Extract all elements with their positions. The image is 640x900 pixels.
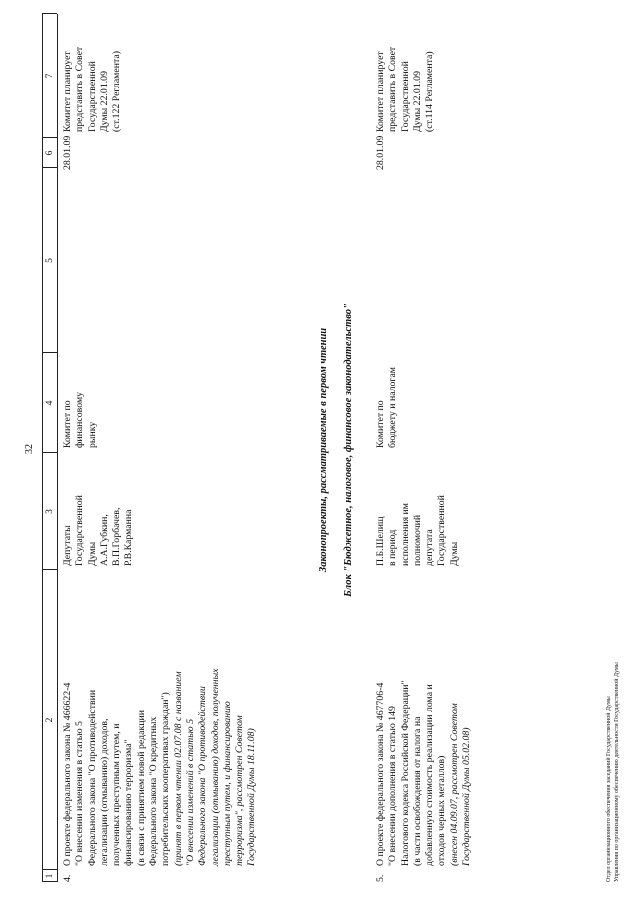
- text-line: Думы 22.01.09: [98, 71, 110, 132]
- text-line: финансовому: [74, 391, 86, 448]
- text-line: "О внесении дополнения в статью 149: [387, 706, 399, 866]
- text-line: легализации (отмыванию) доходов,: [98, 718, 110, 866]
- text-line: (принят в первом чтении 02.07.08 с названием: [172, 671, 184, 866]
- text-line: легализации (отмыванию) доходов, полученных: [209, 668, 221, 866]
- text-line: Депутаты: [62, 525, 73, 566]
- bill-date: 28.01.09: [375, 135, 386, 170]
- text-line: Комитет планирует: [62, 51, 73, 132]
- text-line: Федерального закона "О противодействии: [86, 689, 98, 866]
- text-line: Думы: [86, 541, 98, 566]
- text-line: Государственной Думы 18.11.08): [246, 728, 258, 866]
- text-line: Государственной: [399, 61, 411, 132]
- bill-committee: [375, 367, 400, 448]
- text-line: Федерального закона "О противодействии: [197, 686, 209, 866]
- text-line: терроризма", рассмотрен Советом: [234, 715, 246, 866]
- text-line: Комитет по: [62, 400, 73, 448]
- text-line: Налогового кодекса Российской Федерации": [399, 680, 411, 866]
- text-line: "О внесении изменения в статью 5: [74, 721, 86, 866]
- text-line: (в части освобождения от налога на: [411, 716, 423, 866]
- bill-title: [375, 680, 473, 866]
- text-line: Комитет планирует: [375, 51, 386, 132]
- text-line: финансированию терроризма": [123, 739, 135, 866]
- text-line: Государственной: [86, 61, 98, 132]
- bill-authors: [62, 495, 136, 566]
- text-line: Думы: [448, 541, 460, 566]
- text-line: Думы 22.01.09: [411, 71, 423, 132]
- text-line: рынку: [86, 421, 98, 448]
- text-line: О проекте федерального закона № 467706-4: [375, 682, 386, 866]
- row-number: 4.: [62, 874, 73, 882]
- text-line: (ст.122 Регламента): [111, 51, 123, 132]
- text-line: преступным путем, и финансированию: [221, 701, 233, 866]
- row-number: 5.: [375, 874, 386, 882]
- block-heading: Блок "Бюджетное, налоговое, финансовое законодательство": [343, 303, 354, 597]
- footer-line-2: Управления по организационному обеспечению деятельности Государственной Думы: [614, 662, 620, 882]
- text-line: Государственной Думы 05.02.08): [461, 727, 473, 866]
- table-border-top: [42, 14, 43, 882]
- bill-plan: [375, 47, 436, 132]
- header-col-4: 4: [45, 400, 55, 406]
- header-col-6: 6: [45, 150, 55, 156]
- text-line: (ст.114 Регламента): [424, 51, 436, 132]
- text-line: О проекте федерального закона № 466622-4: [62, 682, 73, 866]
- text-line: А.А.Губкин,: [98, 514, 110, 566]
- text-line: (внесен 04.09.07, рассмотрен Советом: [448, 703, 460, 866]
- text-line: Государственной: [436, 495, 448, 566]
- text-line: исполнения им: [399, 503, 411, 566]
- text-line: Комитет по: [375, 400, 386, 448]
- text-line: бюджету и налогам: [387, 366, 399, 448]
- text-line: потребительских кооперативах граждан"): [160, 692, 172, 866]
- page-number: 32: [24, 444, 35, 454]
- text-line: представить в Совет: [387, 46, 399, 132]
- text-line: отходов черных металлов): [436, 755, 448, 866]
- text-line: Р.В.Карманна: [123, 509, 135, 566]
- text-line: "О внесении изменений в статью 5: [184, 719, 196, 866]
- bill-title: [62, 668, 259, 866]
- header-col-1: 1: [45, 873, 55, 879]
- text-line: в период: [387, 529, 399, 566]
- text-line: Государственной: [74, 495, 86, 566]
- bill-date: 28.01.09: [62, 135, 73, 170]
- text-line: П.Б.Шелищ: [375, 516, 386, 566]
- bill-authors: [375, 495, 461, 566]
- header-col-3: 3: [45, 509, 55, 514]
- text-line: Федерального закона "О кредитных: [148, 716, 160, 866]
- header-col-2: 2: [45, 717, 55, 723]
- text-line: депутата: [424, 529, 436, 566]
- table-header-bottom: [57, 14, 58, 882]
- section-heading: Законопроекты, рассматриваемые в первом чтении: [318, 327, 329, 573]
- text-line: (в связи с принятием новой редакции: [135, 710, 147, 866]
- text-line: полномочий: [411, 514, 423, 566]
- text-line: представить в Совет: [74, 46, 86, 132]
- footer-line-1: Отдел организационного обеспечения заседаний Государственной Думы: [606, 696, 612, 882]
- bill-committee: [62, 392, 99, 448]
- header-col-7: 7: [45, 73, 55, 79]
- bill-plan: [62, 47, 123, 132]
- text-line: В.П.Горбачев,: [111, 507, 123, 566]
- header-col-5: 5: [45, 258, 55, 263]
- text-line: добавленную стоимость реализации лома и: [424, 684, 436, 866]
- text-line: полученных преступным путем, и: [111, 723, 123, 866]
